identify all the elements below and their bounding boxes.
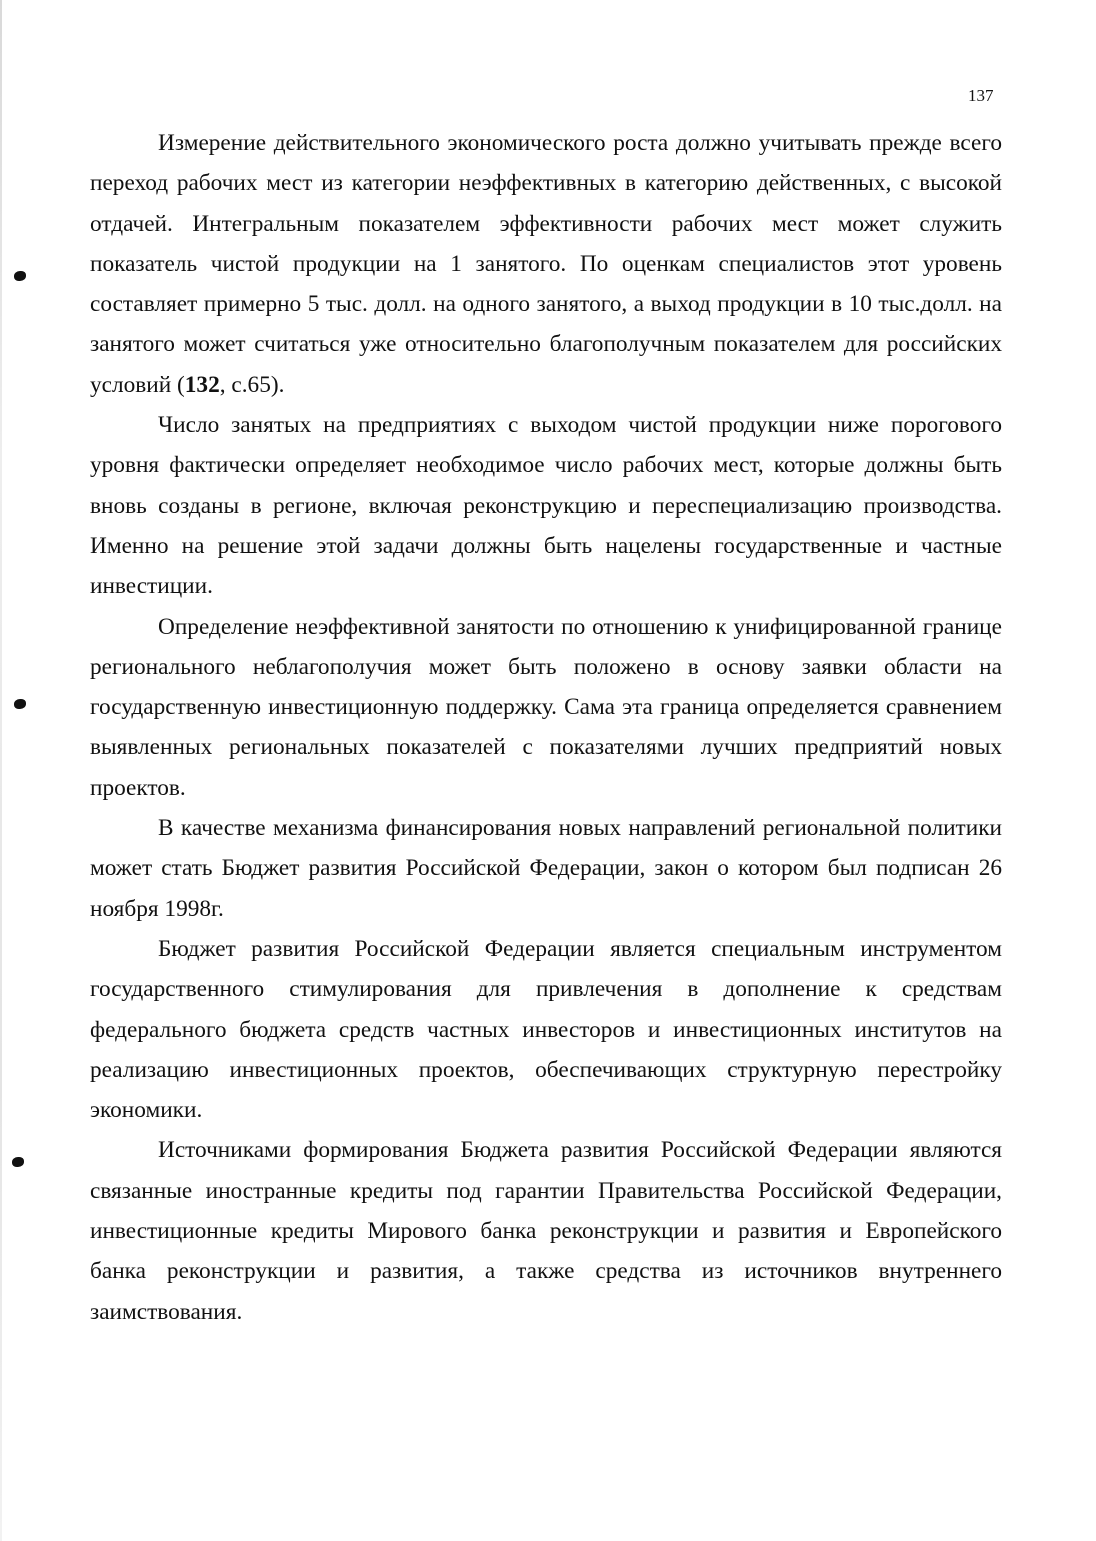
paragraph-3: Определение неэффективной занятости по отношению к унифицированной границе регионального неблагополучия может быть положено в основу заявки области на государственную инвестиционную поддержку. Сама эта граница определяется сравнением выявленных региональных показателей с показателями лучших предприятий новых проектов.	[90, 613, 1002, 801]
paragraph-1-text: Измерение действительного экономического роста должно учитывать прежде всего переход рабочих мест из категории неэффективных в категорию действенных, с высокой отдачей. Интегральным показателем эффективности рабочих мест может служить показатель чистой продукции на 1 занятого. По оценкам специалистов этот уровень составляет примерно 5 тыс. долл. на одного занятого, а выход продукции в 10 тыс.долл. на занятого может считаться уже относительно благополучным показателем для российских условий (	[90, 130, 1002, 398]
paragraph-1-tail: , с.65).	[219, 371, 285, 398]
page-number: 137	[968, 86, 994, 105]
scan-edge	[0, 0, 2, 1541]
binding-hole-mark	[14, 699, 26, 709]
paragraph-5: Бюджет развития Российской Федерации является специальным инструментом государственного стимулирования для привлечения в дополнение к средствам федерального бюджета средств частных инвесторов и инвестиционных институтов на реализацию инвестиционных проектов, обеспечивающих структурную перестройку экономики.	[90, 935, 1002, 1124]
reference-number: 132	[184, 371, 220, 398]
document-body	[90, 123, 1002, 1332]
paragraph-1	[90, 123, 1002, 405]
binding-hole-mark	[12, 1157, 24, 1167]
binding-hole-mark	[14, 271, 26, 281]
paragraph-4: В качестве механизма финансирования новых направлений региональной политики может стать Бюджет развития Российской Федерации, закон о котором был подписан 26 ноября 1998г.	[90, 815, 1002, 922]
paragraph-6: Источниками формирования Бюджета развития Российской Федерации являются связанные иностранные кредиты под гарантии Правительства Российской Федерации, инвестиционные кредиты Мирового банка реконструкции и развития и Европейского банка реконструкции и развития, а также средства из источников внутреннего заимствования.	[90, 1137, 1002, 1325]
paragraph-2: Число занятых на предприятиях с выходом чистой продукции ниже порогового уровня фактически определяет необходимое число рабочих мест, которые должны быть вновь созданы в регионе, включая реконструкцию и переспециализацию производства. Именно на решение этой задачи должны быть нацелены государственные и частные инвестиции.	[90, 412, 1002, 600]
